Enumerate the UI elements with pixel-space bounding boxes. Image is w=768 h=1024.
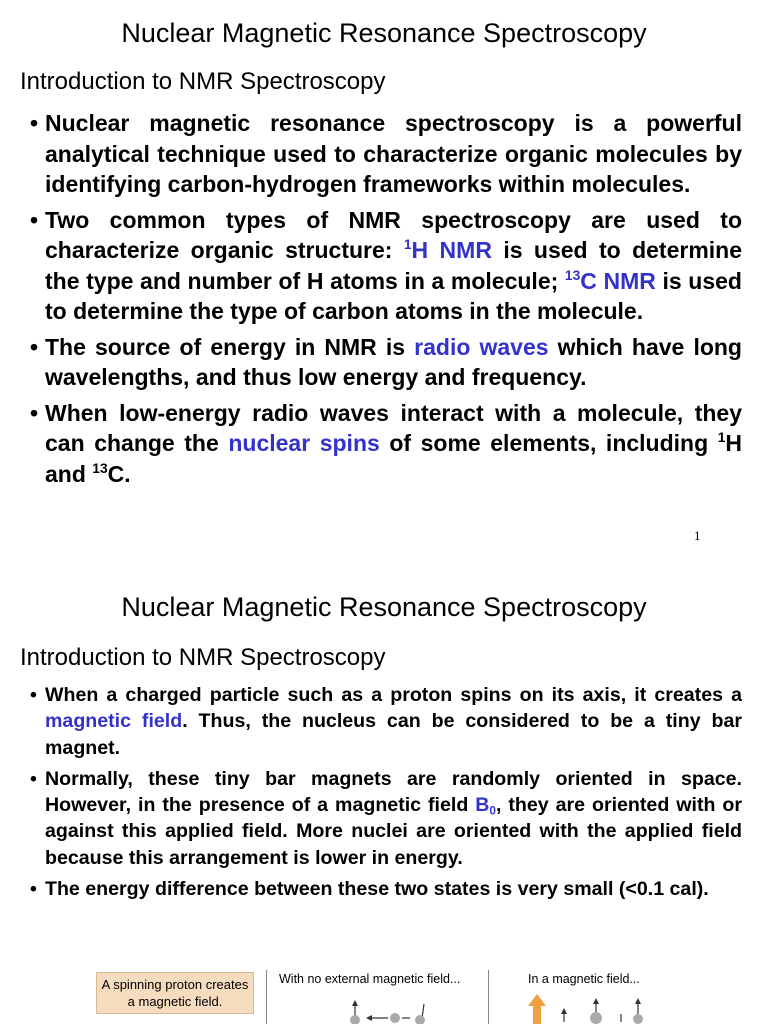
h-nmr-label: H NMR <box>411 237 492 263</box>
bullet-nmr-types <box>0 205 742 327</box>
random-spins-icon <box>340 998 440 1024</box>
superscript: 1 <box>403 237 412 253</box>
label-no-field: With no external magnetic field... <box>279 972 461 986</box>
bullet-text: which have long wavelengths, and thus low energy and frequency. <box>45 333 742 390</box>
figure-divider <box>488 970 489 1024</box>
bullet-orientation <box>0 766 742 871</box>
superscript: 13 <box>92 460 108 476</box>
bullet-text: Two common types of NMR spectroscopy are used to characterize organic structure: <box>45 206 742 263</box>
figure-divider <box>266 970 267 1024</box>
bullet-text: When a charged particle such as a proton spins on its axis, it creates a <box>45 684 742 706</box>
figure-caption-box: A spinning proton creates a magnetic field. <box>96 972 254 1014</box>
superscript: 13 <box>564 267 581 283</box>
slide-2-bullet-list <box>0 682 742 907</box>
bullet-text: . Thus, the nucleus can be considered to be a tiny bar magnet. <box>45 710 742 759</box>
bullet-energy-source <box>0 332 742 393</box>
c-nmr-label: C NMR <box>580 267 656 294</box>
slide-2 <box>0 580 768 1024</box>
bullet-nmr-definition <box>0 108 742 200</box>
label-in-field: In a magnetic field... <box>528 972 640 986</box>
b0-term <box>475 794 496 816</box>
bullet-text: Normally, these tiny bar magnets are randomly oriented in space. However, in the presence of a magnetic field <box>45 767 742 817</box>
slide-1-title: Nuclear Magnetic Resonance Spectroscopy <box>121 18 647 48</box>
bullet-text: is used to determine the type of carbon atoms in the molecule. <box>45 267 742 324</box>
bullet-text: When low-energy radio waves interact with a molecule, they can change the <box>45 399 742 456</box>
bullet-text: C. <box>107 460 131 487</box>
bullet-text: is used to determine the type and number of H atoms in a molecule; <box>45 237 743 294</box>
subscript: 0 <box>489 804 496 818</box>
b0-letter: B <box>475 794 490 817</box>
bullet-spinning-proton <box>0 682 742 761</box>
slide-2-title: Nuclear Magnetic Resonance Spectroscopy <box>121 592 647 622</box>
nuclear-spins-term: nuclear spins <box>228 430 380 456</box>
page-number: 1 <box>694 528 701 543</box>
proton-spin-figure <box>0 966 768 1024</box>
bullet-energy-difference <box>0 876 742 902</box>
superscript: 1 <box>717 430 726 446</box>
aligned-spins-icon <box>526 994 656 1024</box>
bullet-text: The energy difference between these two states is very small (<0.1 cal). <box>45 878 709 901</box>
bullet-text: The source of energy in NMR is <box>45 333 415 360</box>
slide-2-subtitle: Introduction to NMR Spectroscopy <box>20 644 386 671</box>
c-nmr-term <box>565 268 656 294</box>
slide-1-bullet-list <box>0 108 742 494</box>
bullet-text: of some elements, including <box>379 430 718 456</box>
bullet-text: H and <box>45 430 743 487</box>
h-nmr-term <box>404 237 492 263</box>
bullet-nuclear-spins <box>0 398 742 490</box>
radio-waves-term: radio waves <box>414 333 549 360</box>
magnetic-field-term: magnetic field <box>45 710 183 733</box>
bullet-text: , they are oriented with or against this applied field. More nuclei are oriented with the applied field because this arrangement is lower in energy. <box>45 794 742 869</box>
bullet-text: Nuclear magnetic resonance spectroscopy is a powerful analytical technique used to characterize organic molecules by identifying carbon-hydrogen frameworks within molecules. <box>45 110 742 197</box>
slide-1-subtitle: Introduction to NMR Spectroscopy <box>20 68 386 95</box>
